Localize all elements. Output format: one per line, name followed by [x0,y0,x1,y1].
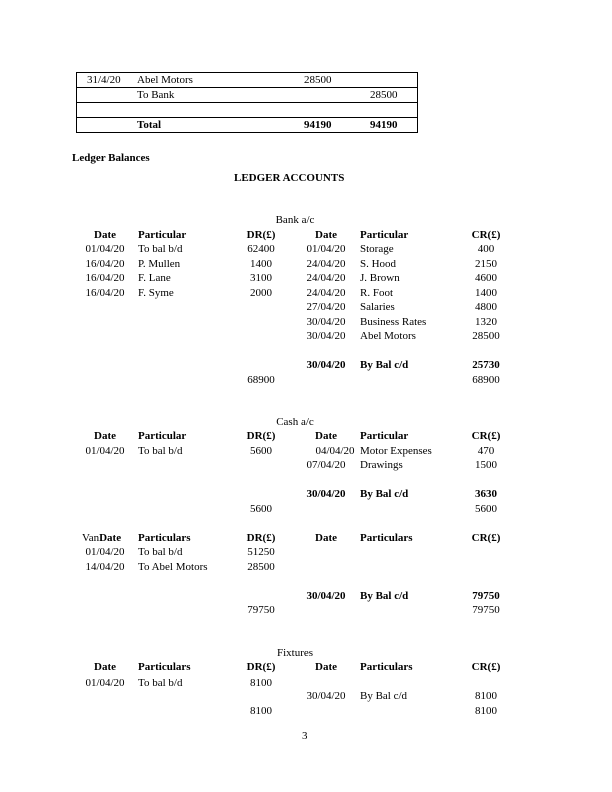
header-date: Date [94,430,116,442]
balance-amount: 3630 [475,488,497,500]
entry-amount: 8100 [250,677,272,689]
entry-amount: 8100 [475,690,497,702]
entry-amount: 3100 [250,272,272,284]
entry-date: 16/04/20 [85,257,125,270]
entry-particular: Abel Motors [360,330,416,342]
entry-date: 07/04/20 [306,459,346,471]
entry-particular: R. Foot [360,286,394,299]
entry-date: 30/04/20 [306,330,346,342]
balance-date: 30/04/20 [306,488,346,500]
entry-date: 16/04/20 [85,286,125,299]
entry-amount: 400 [477,243,495,255]
entry-date: 24/04/20 [306,272,346,284]
entry-date: 24/04/20 [306,257,346,270]
entry-particular: Storage [360,243,394,255]
entry-date: 16/04/20 [85,272,125,284]
row-name: To Bank [137,89,175,101]
entry-date: 01/04/20 [306,243,346,255]
balance-amount: 79750 [472,590,500,602]
total-label: Total [137,119,162,131]
entry-date: 01/04/20 [85,445,125,457]
entry-amount: 62400 [247,243,275,255]
entry-date: 14/04/20 [85,560,125,573]
table-row [77,73,417,88]
row-date: 31/4/20 [87,74,121,86]
entry-date: 30/04/20 [306,315,346,328]
entry-amount: 28500 [472,330,500,342]
entry-particular: J. Brown [360,272,400,284]
journal-table [76,72,418,133]
entry-particular: Drawings [360,459,403,471]
entry-date: 30/04/20 [306,690,346,702]
row-name: Abel Motors [137,74,193,86]
account-title: Bank a/c [275,214,315,226]
entry-amount: 2150 [475,257,497,270]
entry-amount: 2000 [250,286,272,299]
ledger-balances-heading: Ledger Balances [72,152,150,164]
balance-date: 30/04/20 [306,359,346,371]
entry-amount: 5600 [250,445,272,457]
total-cr: 94190 [370,119,398,131]
balance-label: By Bal c/d [360,590,409,602]
row-dr: 28500 [304,74,332,86]
header-date: Date [315,430,337,442]
row-cr: 28500 [370,89,398,101]
entry-amount: 1320 [475,315,497,328]
header-cr: CR(£) [471,661,501,673]
entry-amount: 51250 [247,546,275,558]
balance-label: By Bal c/d [360,359,409,371]
header-date: Date [99,532,122,544]
header-particular: Particular [360,430,409,442]
header-date: Date [315,229,337,241]
balance-date: 30/04/20 [306,590,346,602]
balance-amount: 25730 [472,359,500,371]
entry-date: 01/04/20 [85,546,125,558]
entry-amount: 1400 [475,286,497,299]
header-cr: CR(£) [471,532,501,544]
header-date: Date [315,532,337,544]
header-date: Date [94,661,116,673]
entry-date: 27/04/20 [306,301,346,313]
total-dr: 79750 [247,604,275,616]
total-cr: 5600 [475,503,497,515]
entry-particular: Salaries [360,301,395,313]
header-particular: Particulars [138,532,191,544]
header-dr: DR(£) [246,229,276,241]
account-title: Van [82,532,100,544]
van-header-date [82,532,121,545]
account-title: Cash a/c [276,416,314,428]
entry-particular: To bal b/d [138,445,183,457]
total-cr: 8100 [475,705,497,717]
entry-amount: 470 [477,445,495,457]
total-dr: 94190 [304,119,332,131]
header-cr: CR(£) [471,229,501,241]
entry-particular: S. Hood [360,257,397,270]
header-particular: Particulars [360,532,413,544]
header-particular: Particular [138,229,187,241]
entry-amount: 4800 [475,301,497,313]
header-dr: DR(£) [246,661,276,673]
table-row-empty [77,103,417,118]
table-row-total [77,118,417,132]
total-dr: 8100 [250,705,272,717]
entry-amount: 28500 [247,560,275,573]
header-dr: DR(£) [246,532,276,544]
entry-amount: 4600 [475,272,497,284]
entry-particular: F. Syme [138,286,174,299]
entry-particular: To bal b/d [138,546,183,558]
account-title: Fixtures [276,647,314,659]
entry-particular: F. Lane [138,272,171,284]
entry-amount: 1400 [250,257,272,270]
entry-particular: To Abel Motors [138,560,208,573]
header-date: Date [94,229,116,241]
header-cr: CR(£) [471,430,501,442]
entry-date: 01/04/20 [85,243,125,255]
header-particular: Particular [360,229,409,241]
balance-label: By Bal c/d [360,488,409,500]
header-particular: Particular [138,430,187,442]
header-particular: Particulars [138,661,191,673]
entry-particular: To bal b/d [138,243,183,255]
total-cr: 68900 [472,374,500,386]
entry-particular: By Bal c/d [360,690,408,702]
entry-particular: P. Mullen [138,257,181,270]
entry-amount: 1500 [475,459,497,471]
page-number: 3 [302,730,308,742]
total-dr: 5600 [250,503,272,515]
table-row [77,88,417,103]
ledger-accounts-title: LEDGER ACCOUNTS [234,172,345,184]
total-cr: 79750 [472,604,500,616]
entry-date: 24/04/20 [306,286,346,299]
entry-date: 04/04/20 [315,445,355,457]
entry-particular: Business Rates [360,315,427,328]
entry-date: 01/04/20 [85,677,125,689]
entry-particular: Motor Expenses [360,445,432,457]
total-dr: 68900 [247,374,275,386]
header-date: Date [315,661,337,673]
header-dr: DR(£) [246,430,276,442]
entry-particular: To bal b/d [138,677,183,689]
header-particular: Particulars [360,661,413,673]
